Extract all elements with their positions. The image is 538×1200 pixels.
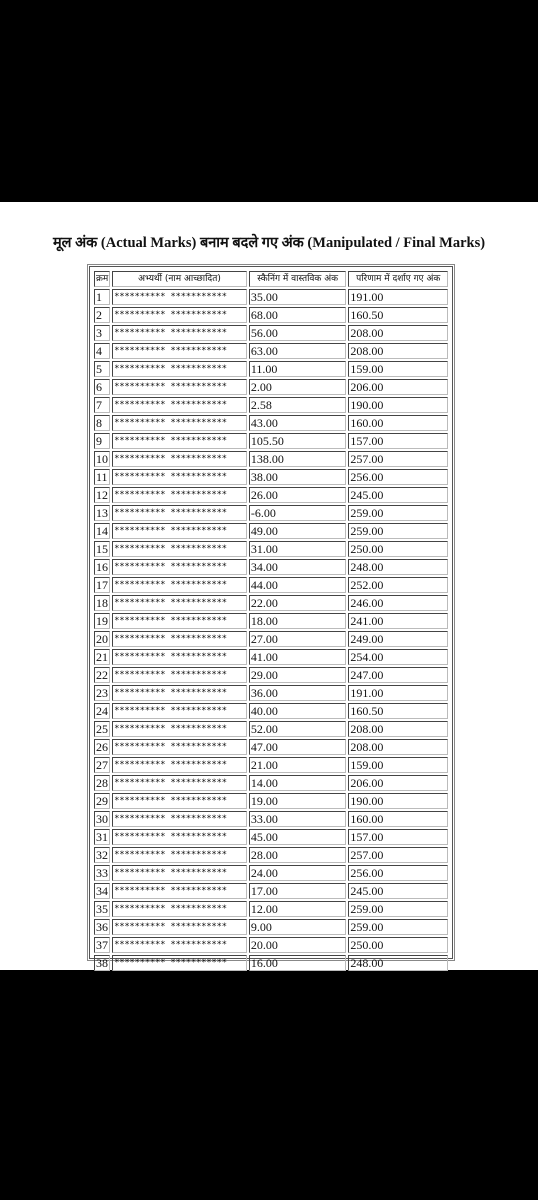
candidate-name-cell: ********** *********** bbox=[112, 415, 247, 431]
serial-cell: 16 bbox=[94, 559, 110, 575]
final-marks-cell: 259.00 bbox=[348, 901, 448, 917]
actual-marks-cell: 16.00 bbox=[249, 955, 347, 971]
candidate-name-cell: ********** *********** bbox=[112, 487, 247, 503]
final-marks-cell: 157.00 bbox=[348, 829, 448, 845]
serial-cell: 22 bbox=[94, 667, 110, 683]
final-marks-cell: 160.50 bbox=[348, 307, 448, 323]
serial-cell: 27 bbox=[94, 757, 110, 773]
actual-marks-cell: 9.00 bbox=[249, 919, 347, 935]
table-row bbox=[94, 487, 448, 503]
candidate-name-cell: ********** *********** bbox=[112, 559, 247, 575]
actual-marks-cell: 56.00 bbox=[249, 325, 347, 341]
final-marks-cell: 206.00 bbox=[348, 775, 448, 791]
final-marks-cell: 206.00 bbox=[348, 379, 448, 395]
actual-marks-cell: 35.00 bbox=[249, 289, 347, 305]
actual-marks-cell: 38.00 bbox=[249, 469, 347, 485]
serial-cell: 33 bbox=[94, 865, 110, 881]
candidate-name-cell: ********** *********** bbox=[112, 541, 247, 557]
table-row bbox=[94, 811, 448, 827]
table-row bbox=[94, 955, 448, 971]
final-marks-cell: 254.00 bbox=[348, 649, 448, 665]
serial-cell: 30 bbox=[94, 811, 110, 827]
serial-cell: 37 bbox=[94, 937, 110, 953]
actual-marks-cell: 52.00 bbox=[249, 721, 347, 737]
actual-marks-cell: 28.00 bbox=[249, 847, 347, 863]
candidate-name-cell: ********** *********** bbox=[112, 325, 247, 341]
actual-marks-cell: 18.00 bbox=[249, 613, 347, 629]
final-marks-cell: 208.00 bbox=[348, 343, 448, 359]
actual-marks-cell: 24.00 bbox=[249, 865, 347, 881]
final-marks-cell: 191.00 bbox=[348, 685, 448, 701]
serial-cell: 1 bbox=[94, 289, 110, 305]
final-marks-cell: 241.00 bbox=[348, 613, 448, 629]
final-marks-cell: 259.00 bbox=[348, 505, 448, 521]
serial-cell: 6 bbox=[94, 379, 110, 395]
serial-cell: 17 bbox=[94, 577, 110, 593]
final-marks-cell: 257.00 bbox=[348, 847, 448, 863]
candidate-name-cell: ********** *********** bbox=[112, 865, 247, 881]
serial-cell: 7 bbox=[94, 397, 110, 413]
table-row bbox=[94, 433, 448, 449]
actual-marks-cell: 27.00 bbox=[249, 631, 347, 647]
table-row bbox=[94, 721, 448, 737]
candidate-name-cell: ********** *********** bbox=[112, 721, 247, 737]
candidate-name-cell: ********** *********** bbox=[112, 685, 247, 701]
serial-cell: 15 bbox=[94, 541, 110, 557]
candidate-name-cell: ********** *********** bbox=[112, 451, 247, 467]
table-row bbox=[94, 505, 448, 521]
final-marks-cell: 208.00 bbox=[348, 721, 448, 737]
table-row bbox=[94, 757, 448, 773]
table-row bbox=[94, 919, 448, 935]
serial-cell: 14 bbox=[94, 523, 110, 539]
serial-cell: 21 bbox=[94, 649, 110, 665]
table-row bbox=[94, 883, 448, 899]
candidate-name-cell: ********** *********** bbox=[112, 883, 247, 899]
actual-marks-cell: 138.00 bbox=[249, 451, 347, 467]
serial-cell: 3 bbox=[94, 325, 110, 341]
table-row bbox=[94, 613, 448, 629]
candidate-name-cell: ********** *********** bbox=[112, 829, 247, 845]
table-row bbox=[94, 397, 448, 413]
final-marks-cell: 250.00 bbox=[348, 937, 448, 953]
candidate-name-cell: ********** *********** bbox=[112, 361, 247, 377]
actual-marks-cell: 34.00 bbox=[249, 559, 347, 575]
final-marks-cell: 160.00 bbox=[348, 415, 448, 431]
serial-cell: 23 bbox=[94, 685, 110, 701]
candidate-name-cell: ********** *********** bbox=[112, 739, 247, 755]
table-row bbox=[94, 847, 448, 863]
table-row bbox=[94, 289, 448, 305]
final-marks-cell: 157.00 bbox=[348, 433, 448, 449]
candidate-name-cell: ********** *********** bbox=[112, 649, 247, 665]
serial-cell: 18 bbox=[94, 595, 110, 611]
actual-marks-cell: 45.00 bbox=[249, 829, 347, 845]
final-marks-cell: 249.00 bbox=[348, 631, 448, 647]
actual-marks-cell: 40.00 bbox=[249, 703, 347, 719]
candidate-name-cell: ********** *********** bbox=[112, 343, 247, 359]
final-marks-cell: 248.00 bbox=[348, 955, 448, 971]
header-candidate: अभ्यर्थी (नाम आच्छादित) bbox=[112, 271, 247, 287]
table-row bbox=[94, 739, 448, 755]
marks-table bbox=[92, 269, 450, 973]
candidate-name-cell: ********** *********** bbox=[112, 577, 247, 593]
actual-marks-cell: 11.00 bbox=[249, 361, 347, 377]
actual-marks-cell: -6.00 bbox=[249, 505, 347, 521]
final-marks-cell: 259.00 bbox=[348, 523, 448, 539]
serial-cell: 2 bbox=[94, 307, 110, 323]
candidate-name-cell: ********** *********** bbox=[112, 289, 247, 305]
candidate-name-cell: ********** *********** bbox=[112, 307, 247, 323]
actual-marks-cell: 63.00 bbox=[249, 343, 347, 359]
table-row bbox=[94, 307, 448, 323]
serial-cell: 25 bbox=[94, 721, 110, 737]
table-row bbox=[94, 559, 448, 575]
actual-marks-cell: 33.00 bbox=[249, 811, 347, 827]
actual-marks-cell: 22.00 bbox=[249, 595, 347, 611]
candidate-name-cell: ********** *********** bbox=[112, 757, 247, 773]
candidate-name-cell: ********** *********** bbox=[112, 667, 247, 683]
page-title: मूल अंक (Actual Marks) बनाम बदले गए अंक (Manipulated / Final Marks) bbox=[52, 235, 486, 251]
actual-marks-cell: 20.00 bbox=[249, 937, 347, 953]
table-row bbox=[94, 829, 448, 845]
serial-cell: 28 bbox=[94, 775, 110, 791]
serial-cell: 12 bbox=[94, 487, 110, 503]
serial-cell: 31 bbox=[94, 829, 110, 845]
table-row bbox=[94, 415, 448, 431]
table-row bbox=[94, 667, 448, 683]
actual-marks-cell: 21.00 bbox=[249, 757, 347, 773]
actual-marks-cell: 47.00 bbox=[249, 739, 347, 755]
serial-cell: 13 bbox=[94, 505, 110, 521]
final-marks-cell: 246.00 bbox=[348, 595, 448, 611]
actual-marks-cell: 2.00 bbox=[249, 379, 347, 395]
candidate-name-cell: ********** *********** bbox=[112, 631, 247, 647]
final-marks-cell: 245.00 bbox=[348, 883, 448, 899]
table-row bbox=[94, 577, 448, 593]
table-row bbox=[94, 901, 448, 917]
final-marks-cell: 191.00 bbox=[348, 289, 448, 305]
actual-marks-cell: 14.00 bbox=[249, 775, 347, 791]
actual-marks-cell: 44.00 bbox=[249, 577, 347, 593]
candidate-name-cell: ********** *********** bbox=[112, 901, 247, 917]
actual-marks-cell: 29.00 bbox=[249, 667, 347, 683]
candidate-name-cell: ********** *********** bbox=[112, 523, 247, 539]
candidate-name-cell: ********** *********** bbox=[112, 793, 247, 809]
final-marks-cell: 257.00 bbox=[348, 451, 448, 467]
final-marks-cell: 259.00 bbox=[348, 919, 448, 935]
actual-marks-cell: 49.00 bbox=[249, 523, 347, 539]
final-marks-cell: 252.00 bbox=[348, 577, 448, 593]
serial-cell: 20 bbox=[94, 631, 110, 647]
actual-marks-cell: 19.00 bbox=[249, 793, 347, 809]
actual-marks-cell: 26.00 bbox=[249, 487, 347, 503]
table-row bbox=[94, 685, 448, 701]
actual-marks-cell: 31.00 bbox=[249, 541, 347, 557]
serial-cell: 34 bbox=[94, 883, 110, 899]
final-marks-cell: 247.00 bbox=[348, 667, 448, 683]
actual-marks-cell: 105.50 bbox=[249, 433, 347, 449]
marks-table-frame bbox=[89, 266, 453, 970]
actual-marks-cell: 36.00 bbox=[249, 685, 347, 701]
table-row bbox=[94, 325, 448, 341]
table-row bbox=[94, 451, 448, 467]
serial-cell: 5 bbox=[94, 361, 110, 377]
candidate-name-cell: ********** *********** bbox=[112, 937, 247, 953]
serial-cell: 32 bbox=[94, 847, 110, 863]
candidate-name-cell: ********** *********** bbox=[112, 595, 247, 611]
serial-cell: 8 bbox=[94, 415, 110, 431]
table-row bbox=[94, 937, 448, 953]
actual-marks-cell: 41.00 bbox=[249, 649, 347, 665]
serial-cell: 38 bbox=[94, 955, 110, 971]
serial-cell: 19 bbox=[94, 613, 110, 629]
final-marks-cell: 208.00 bbox=[348, 325, 448, 341]
final-marks-cell: 159.00 bbox=[348, 361, 448, 377]
table-row bbox=[94, 865, 448, 881]
actual-marks-cell: 68.00 bbox=[249, 307, 347, 323]
actual-marks-cell: 2.58 bbox=[249, 397, 347, 413]
candidate-name-cell: ********** *********** bbox=[112, 433, 247, 449]
serial-cell: 9 bbox=[94, 433, 110, 449]
header-actual-marks: स्कैनिंग में वास्तविक अंक bbox=[249, 271, 347, 287]
serial-cell: 26 bbox=[94, 739, 110, 755]
final-marks-cell: 160.50 bbox=[348, 703, 448, 719]
table-row bbox=[94, 541, 448, 557]
serial-cell: 24 bbox=[94, 703, 110, 719]
final-marks-cell: 190.00 bbox=[348, 397, 448, 413]
serial-cell: 36 bbox=[94, 919, 110, 935]
table-row bbox=[94, 469, 448, 485]
final-marks-cell: 248.00 bbox=[348, 559, 448, 575]
table-row bbox=[94, 631, 448, 647]
candidate-name-cell: ********** *********** bbox=[112, 775, 247, 791]
header-final-marks: परिणाम में दर्शाए गए अंक bbox=[348, 271, 448, 287]
table-body bbox=[94, 289, 448, 971]
final-marks-cell: 190.00 bbox=[348, 793, 448, 809]
final-marks-cell: 245.00 bbox=[348, 487, 448, 503]
final-marks-cell: 159.00 bbox=[348, 757, 448, 773]
candidate-name-cell: ********** *********** bbox=[112, 919, 247, 935]
candidate-name-cell: ********** *********** bbox=[112, 613, 247, 629]
candidate-name-cell: ********** *********** bbox=[112, 379, 247, 395]
final-marks-cell: 208.00 bbox=[348, 739, 448, 755]
table-row bbox=[94, 703, 448, 719]
serial-cell: 4 bbox=[94, 343, 110, 359]
table-row bbox=[94, 775, 448, 791]
final-marks-cell: 256.00 bbox=[348, 865, 448, 881]
final-marks-cell: 256.00 bbox=[348, 469, 448, 485]
candidate-name-cell: ********** *********** bbox=[112, 847, 247, 863]
table-row bbox=[94, 361, 448, 377]
table-row bbox=[94, 379, 448, 395]
serial-cell: 10 bbox=[94, 451, 110, 467]
actual-marks-cell: 43.00 bbox=[249, 415, 347, 431]
header-serial: क्रम bbox=[94, 271, 110, 287]
serial-cell: 11 bbox=[94, 469, 110, 485]
table-row bbox=[94, 595, 448, 611]
final-marks-cell: 250.00 bbox=[348, 541, 448, 557]
document-page bbox=[0, 202, 538, 970]
serial-cell: 29 bbox=[94, 793, 110, 809]
actual-marks-cell: 12.00 bbox=[249, 901, 347, 917]
table-row bbox=[94, 523, 448, 539]
table-row bbox=[94, 343, 448, 359]
candidate-name-cell: ********** *********** bbox=[112, 703, 247, 719]
final-marks-cell: 160.00 bbox=[348, 811, 448, 827]
candidate-name-cell: ********** *********** bbox=[112, 955, 247, 971]
table-row bbox=[94, 649, 448, 665]
actual-marks-cell: 17.00 bbox=[249, 883, 347, 899]
header-row bbox=[94, 271, 448, 287]
candidate-name-cell: ********** *********** bbox=[112, 469, 247, 485]
candidate-name-cell: ********** *********** bbox=[112, 397, 247, 413]
serial-cell: 35 bbox=[94, 901, 110, 917]
candidate-name-cell: ********** *********** bbox=[112, 811, 247, 827]
candidate-name-cell: ********** *********** bbox=[112, 505, 247, 521]
table-row bbox=[94, 793, 448, 809]
